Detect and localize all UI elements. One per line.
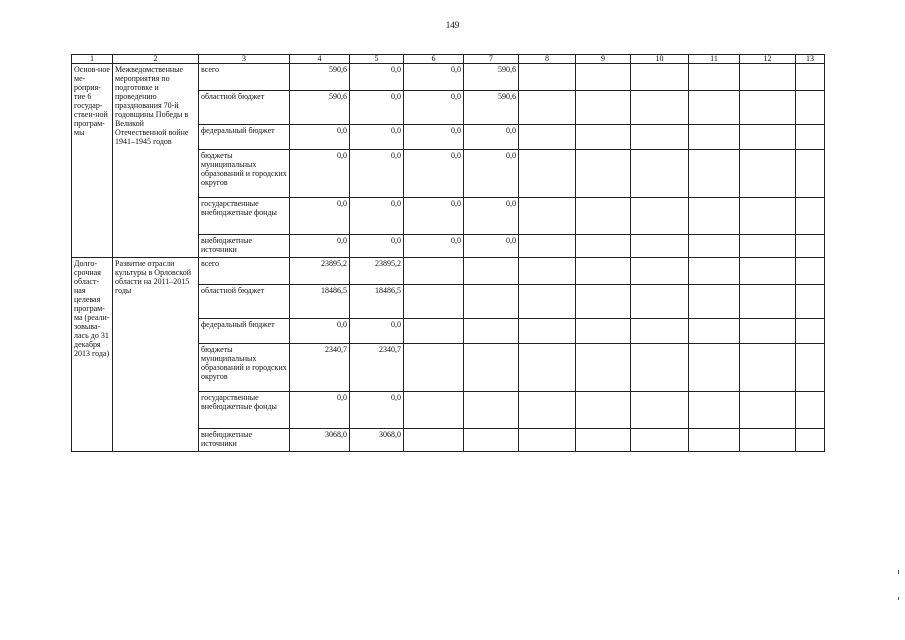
- value-cell: 0,0: [350, 319, 404, 344]
- empty-cell: [689, 429, 740, 452]
- value-cell: 3068,0: [290, 429, 350, 452]
- empty-cell: [796, 258, 825, 285]
- value-cell: 0,0: [290, 319, 350, 344]
- value-cell: [464, 344, 519, 392]
- value-cell: 0,0: [350, 150, 404, 198]
- empty-cell: [576, 285, 631, 319]
- column-header: 9: [576, 55, 631, 64]
- empty-cell: [631, 235, 689, 258]
- value-cell: 0,0: [404, 91, 464, 125]
- empty-cell: [576, 150, 631, 198]
- empty-cell: [740, 198, 796, 235]
- value-cell: 0,0: [290, 198, 350, 235]
- table-row: [72, 258, 825, 285]
- empty-cell: [519, 64, 576, 91]
- activity-type-cell: Основ-ное ме-роприя-тие 6 государ-ствен-ной програм-мы: [72, 64, 113, 258]
- activity-name-cell: Развитие отрасли культуры в Орловской области на 2011–2015 годы: [113, 258, 199, 452]
- funding-source-cell: бюджеты муниципальных образований и городских округов: [199, 344, 290, 392]
- column-header: 13: [796, 55, 825, 64]
- funding-source-cell: государственные внебюджетные фонды: [199, 198, 290, 235]
- value-cell: 590,6: [290, 91, 350, 125]
- empty-cell: [689, 235, 740, 258]
- value-cell: 0,0: [350, 64, 404, 91]
- empty-cell: [740, 285, 796, 319]
- empty-cell: [576, 392, 631, 429]
- value-cell: 0,0: [404, 235, 464, 258]
- empty-cell: [576, 64, 631, 91]
- column-header: 5: [350, 55, 404, 64]
- empty-cell: [519, 150, 576, 198]
- value-cell: 23895,2: [350, 258, 404, 285]
- value-cell: [464, 319, 519, 344]
- value-cell: [464, 285, 519, 319]
- value-cell: 0,0: [464, 150, 519, 198]
- empty-cell: [796, 344, 825, 392]
- empty-cell: [740, 429, 796, 452]
- value-cell: 590,6: [464, 64, 519, 91]
- empty-cell: [689, 198, 740, 235]
- empty-cell: [631, 392, 689, 429]
- empty-cell: [689, 64, 740, 91]
- scan-mark: [898, 597, 899, 600]
- value-cell: 0,0: [464, 125, 519, 150]
- column-header: 1: [72, 55, 113, 64]
- funding-source-cell: государственные внебюджетные фонды: [199, 392, 290, 429]
- empty-cell: [631, 198, 689, 235]
- funding-source-cell: бюджеты муниципальных образований и городских округов: [199, 150, 290, 198]
- empty-cell: [796, 150, 825, 198]
- empty-cell: [519, 319, 576, 344]
- empty-cell: [519, 258, 576, 285]
- empty-cell: [689, 344, 740, 392]
- empty-cell: [631, 344, 689, 392]
- empty-cell: [689, 150, 740, 198]
- value-cell: 2340,7: [350, 344, 404, 392]
- value-cell: 0,0: [290, 125, 350, 150]
- value-cell: 0,0: [404, 150, 464, 198]
- value-cell: 0,0: [464, 198, 519, 235]
- empty-cell: [576, 319, 631, 344]
- empty-cell: [631, 64, 689, 91]
- value-cell: 2340,7: [290, 344, 350, 392]
- page-number: 149: [445, 20, 460, 30]
- funding-source-cell: федеральный бюджет: [199, 319, 290, 344]
- empty-cell: [631, 150, 689, 198]
- empty-cell: [631, 319, 689, 344]
- value-cell: 0,0: [404, 125, 464, 150]
- table-row: [72, 64, 825, 91]
- activity-name-cell: Межведомственные мероприятия по подготовке и проведению празднования 70-й годовщины Победы в Великой Отечественной войне 1941–1945 годов: [113, 64, 199, 258]
- value-cell: 0,0: [350, 392, 404, 429]
- value-cell: [404, 429, 464, 452]
- funding-source-cell: федеральный бюджет: [199, 125, 290, 150]
- value-cell: 0,0: [350, 235, 404, 258]
- value-cell: [404, 285, 464, 319]
- activity-type-cell: Долго-срочная област-ная целевая програм-ма (реали-зовыва-лась до 31 декабря 2013 года): [72, 258, 113, 452]
- empty-cell: [631, 285, 689, 319]
- value-cell: 18486,5: [350, 285, 404, 319]
- value-cell: 0,0: [350, 198, 404, 235]
- empty-cell: [631, 125, 689, 150]
- empty-cell: [740, 392, 796, 429]
- column-header: 4: [290, 55, 350, 64]
- empty-cell: [796, 319, 825, 344]
- funding-source-cell: внебюджетные источники: [199, 429, 290, 452]
- value-cell: 23895,2: [290, 258, 350, 285]
- value-cell: 0,0: [404, 64, 464, 91]
- value-cell: 0,0: [404, 198, 464, 235]
- empty-cell: [519, 125, 576, 150]
- column-header: 2: [113, 55, 199, 64]
- empty-cell: [519, 285, 576, 319]
- value-cell: [464, 258, 519, 285]
- empty-cell: [689, 392, 740, 429]
- column-header: 10: [631, 55, 689, 64]
- empty-cell: [740, 64, 796, 91]
- empty-cell: [519, 198, 576, 235]
- funding-source-cell: всего: [199, 258, 290, 285]
- empty-cell: [689, 319, 740, 344]
- empty-cell: [576, 235, 631, 258]
- value-cell: [404, 319, 464, 344]
- value-cell: 590,6: [290, 64, 350, 91]
- value-cell: 18486,5: [290, 285, 350, 319]
- empty-cell: [796, 64, 825, 91]
- empty-cell: [796, 285, 825, 319]
- empty-cell: [796, 429, 825, 452]
- empty-cell: [631, 91, 689, 125]
- column-header: 6: [404, 55, 464, 64]
- funding-source-cell: областной бюджет: [199, 285, 290, 319]
- empty-cell: [740, 91, 796, 125]
- empty-cell: [519, 91, 576, 125]
- value-cell: [404, 344, 464, 392]
- empty-cell: [740, 319, 796, 344]
- value-cell: 0,0: [290, 150, 350, 198]
- empty-cell: [740, 344, 796, 392]
- column-number-row: [72, 55, 825, 64]
- value-cell: 0,0: [350, 91, 404, 125]
- value-cell: [464, 429, 519, 452]
- empty-cell: [576, 258, 631, 285]
- empty-cell: [740, 258, 796, 285]
- empty-cell: [796, 125, 825, 150]
- value-cell: 0,0: [350, 125, 404, 150]
- empty-cell: [519, 235, 576, 258]
- empty-cell: [796, 235, 825, 258]
- empty-cell: [519, 392, 576, 429]
- column-header: 12: [740, 55, 796, 64]
- empty-cell: [519, 429, 576, 452]
- empty-cell: [689, 125, 740, 150]
- empty-cell: [689, 91, 740, 125]
- value-cell: [404, 258, 464, 285]
- funding-source-cell: областной бюджет: [199, 91, 290, 125]
- empty-cell: [689, 285, 740, 319]
- financing-table: [71, 54, 825, 452]
- value-cell: [464, 392, 519, 429]
- value-cell: 590,6: [464, 91, 519, 125]
- empty-cell: [740, 125, 796, 150]
- funding-source-cell: всего: [199, 64, 290, 91]
- empty-cell: [576, 91, 631, 125]
- empty-cell: [740, 235, 796, 258]
- column-header: 11: [689, 55, 740, 64]
- empty-cell: [576, 198, 631, 235]
- empty-cell: [689, 258, 740, 285]
- empty-cell: [796, 198, 825, 235]
- value-cell: 3068,0: [350, 429, 404, 452]
- value-cell: 0,0: [290, 392, 350, 429]
- value-cell: [404, 392, 464, 429]
- empty-cell: [576, 344, 631, 392]
- column-header: 8: [519, 55, 576, 64]
- empty-cell: [576, 125, 631, 150]
- value-cell: 0,0: [464, 235, 519, 258]
- scan-mark: [898, 570, 899, 574]
- empty-cell: [740, 150, 796, 198]
- empty-cell: [631, 429, 689, 452]
- empty-cell: [796, 392, 825, 429]
- empty-cell: [519, 344, 576, 392]
- column-header: 3: [199, 55, 290, 64]
- funding-source-cell: внебюджетные источники: [199, 235, 290, 258]
- empty-cell: [631, 258, 689, 285]
- value-cell: 0,0: [290, 235, 350, 258]
- column-header: 7: [464, 55, 519, 64]
- empty-cell: [576, 429, 631, 452]
- empty-cell: [796, 91, 825, 125]
